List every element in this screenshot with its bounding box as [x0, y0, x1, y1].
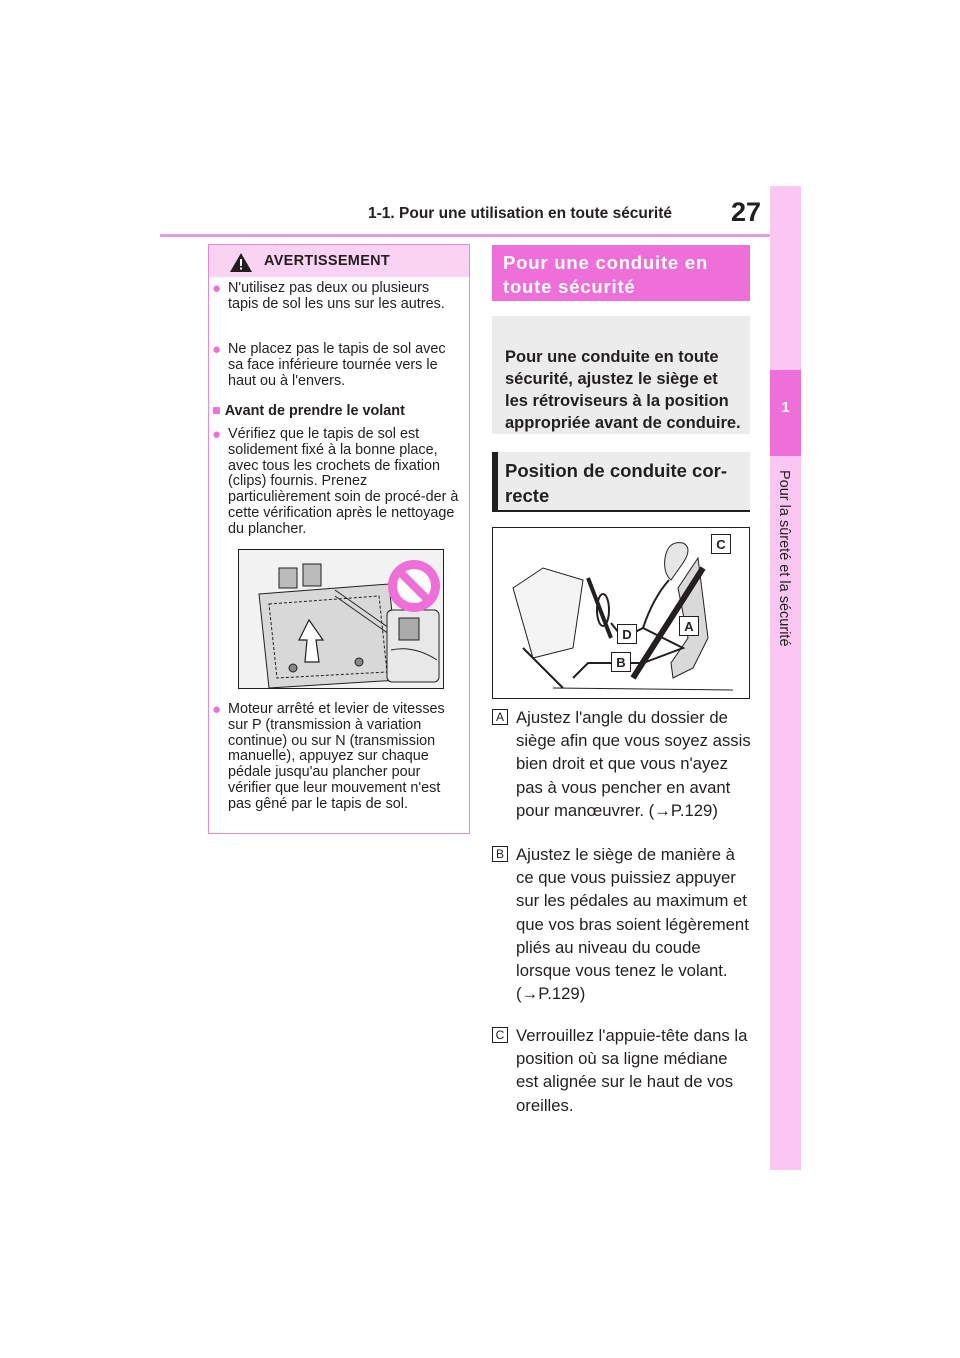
figure-label-b: B: [611, 652, 631, 672]
step-a: [492, 706, 752, 822]
chapter-title: Pour la sûreté et la sécurité: [776, 470, 792, 647]
page-number: 27: [731, 197, 762, 227]
intro-text: Pour une conduite en toute sécurité, ajustez le siège et les rétroviseurs à la position appropriée avant de conduire.: [505, 348, 741, 432]
warning-item: ● Moteur arrêté et levier de vitesses sur P (transmission à variation continue) ou sur N (transmission manuelle), appuyez sur chaque pédale jusqu'au plancher pour vérifier que leur mouvement n'est pas gêné par le tapis de sol.: [212, 701, 445, 812]
subsection-heading: Position de conduite cor-recte: [505, 460, 728, 506]
bullet-icon: ●: [212, 701, 222, 718]
figure-label-c: C: [711, 534, 731, 554]
step-text: Ajustez le siège de manière à ce que vous puissiez appuyer sur les pédales au maximum et que vos bras soient légèrement pliés au niveau du coude lorsque vous tenez le volant. (→P.129): [516, 845, 749, 1004]
warning-item: ● Ne placez pas le tapis de sol avec sa face inférieure tournée vers le haut ou à l'envers.: [212, 341, 446, 389]
warning-item: ● N'utilisez pas deux ou plusieurs tapis de sol les uns sur les autres.: [212, 280, 445, 312]
section-title: 1-1. Pour une utilisation en toute sécurité: [368, 205, 673, 222]
step-label: A: [492, 709, 508, 725]
step-b: [492, 843, 752, 1005]
bullet-icon: ●: [212, 426, 222, 443]
warning-item: ● Vérifiez que le tapis de sol est solidement fixé à la bonne place, avec tous les crochets de fixation (clips) fournis. Prenez particulièrement soin de procé-der à cette vérification après le nettoyage du plancher.: [212, 426, 459, 537]
floor-mat-illustration: [238, 549, 444, 689]
step-label: B: [492, 846, 508, 862]
step-label: C: [492, 1027, 508, 1043]
warning-header: [209, 245, 469, 277]
section-heading: Pour une conduite en toute sécurité: [503, 252, 709, 297]
bullet-icon: ●: [212, 341, 222, 358]
step-text: Ajustez l'angle du dossier de siège afin que vous soyez assis bien droit et que vous n'ayez pas à vous pencher en avant pour manœuvrer. (→P.129): [516, 708, 751, 820]
warning-triangle-icon: [229, 252, 253, 273]
warning-box: [208, 244, 470, 834]
warning-subheading: ■ Avant de prendre le volant: [212, 403, 405, 419]
warning-title: AVERTISSEMENT: [264, 253, 391, 269]
step-c: [492, 1024, 752, 1117]
bullet-icon: ●: [212, 280, 222, 297]
step-text: Verrouillez l'appuie-tête dans la position où sa ligne médiane est alignée sur le haut de vos oreilles.: [516, 1026, 748, 1115]
chapter-number: 1: [781, 399, 790, 416]
figure-label-a: A: [679, 616, 699, 636]
square-bullet-icon: ■: [212, 403, 221, 419]
figure-label-d: D: [617, 624, 637, 644]
driving-position-illustration: [492, 527, 750, 699]
subsection-rule: [492, 510, 750, 512]
chapter-side-tab: [770, 186, 801, 1170]
header-rule: [160, 234, 770, 237]
